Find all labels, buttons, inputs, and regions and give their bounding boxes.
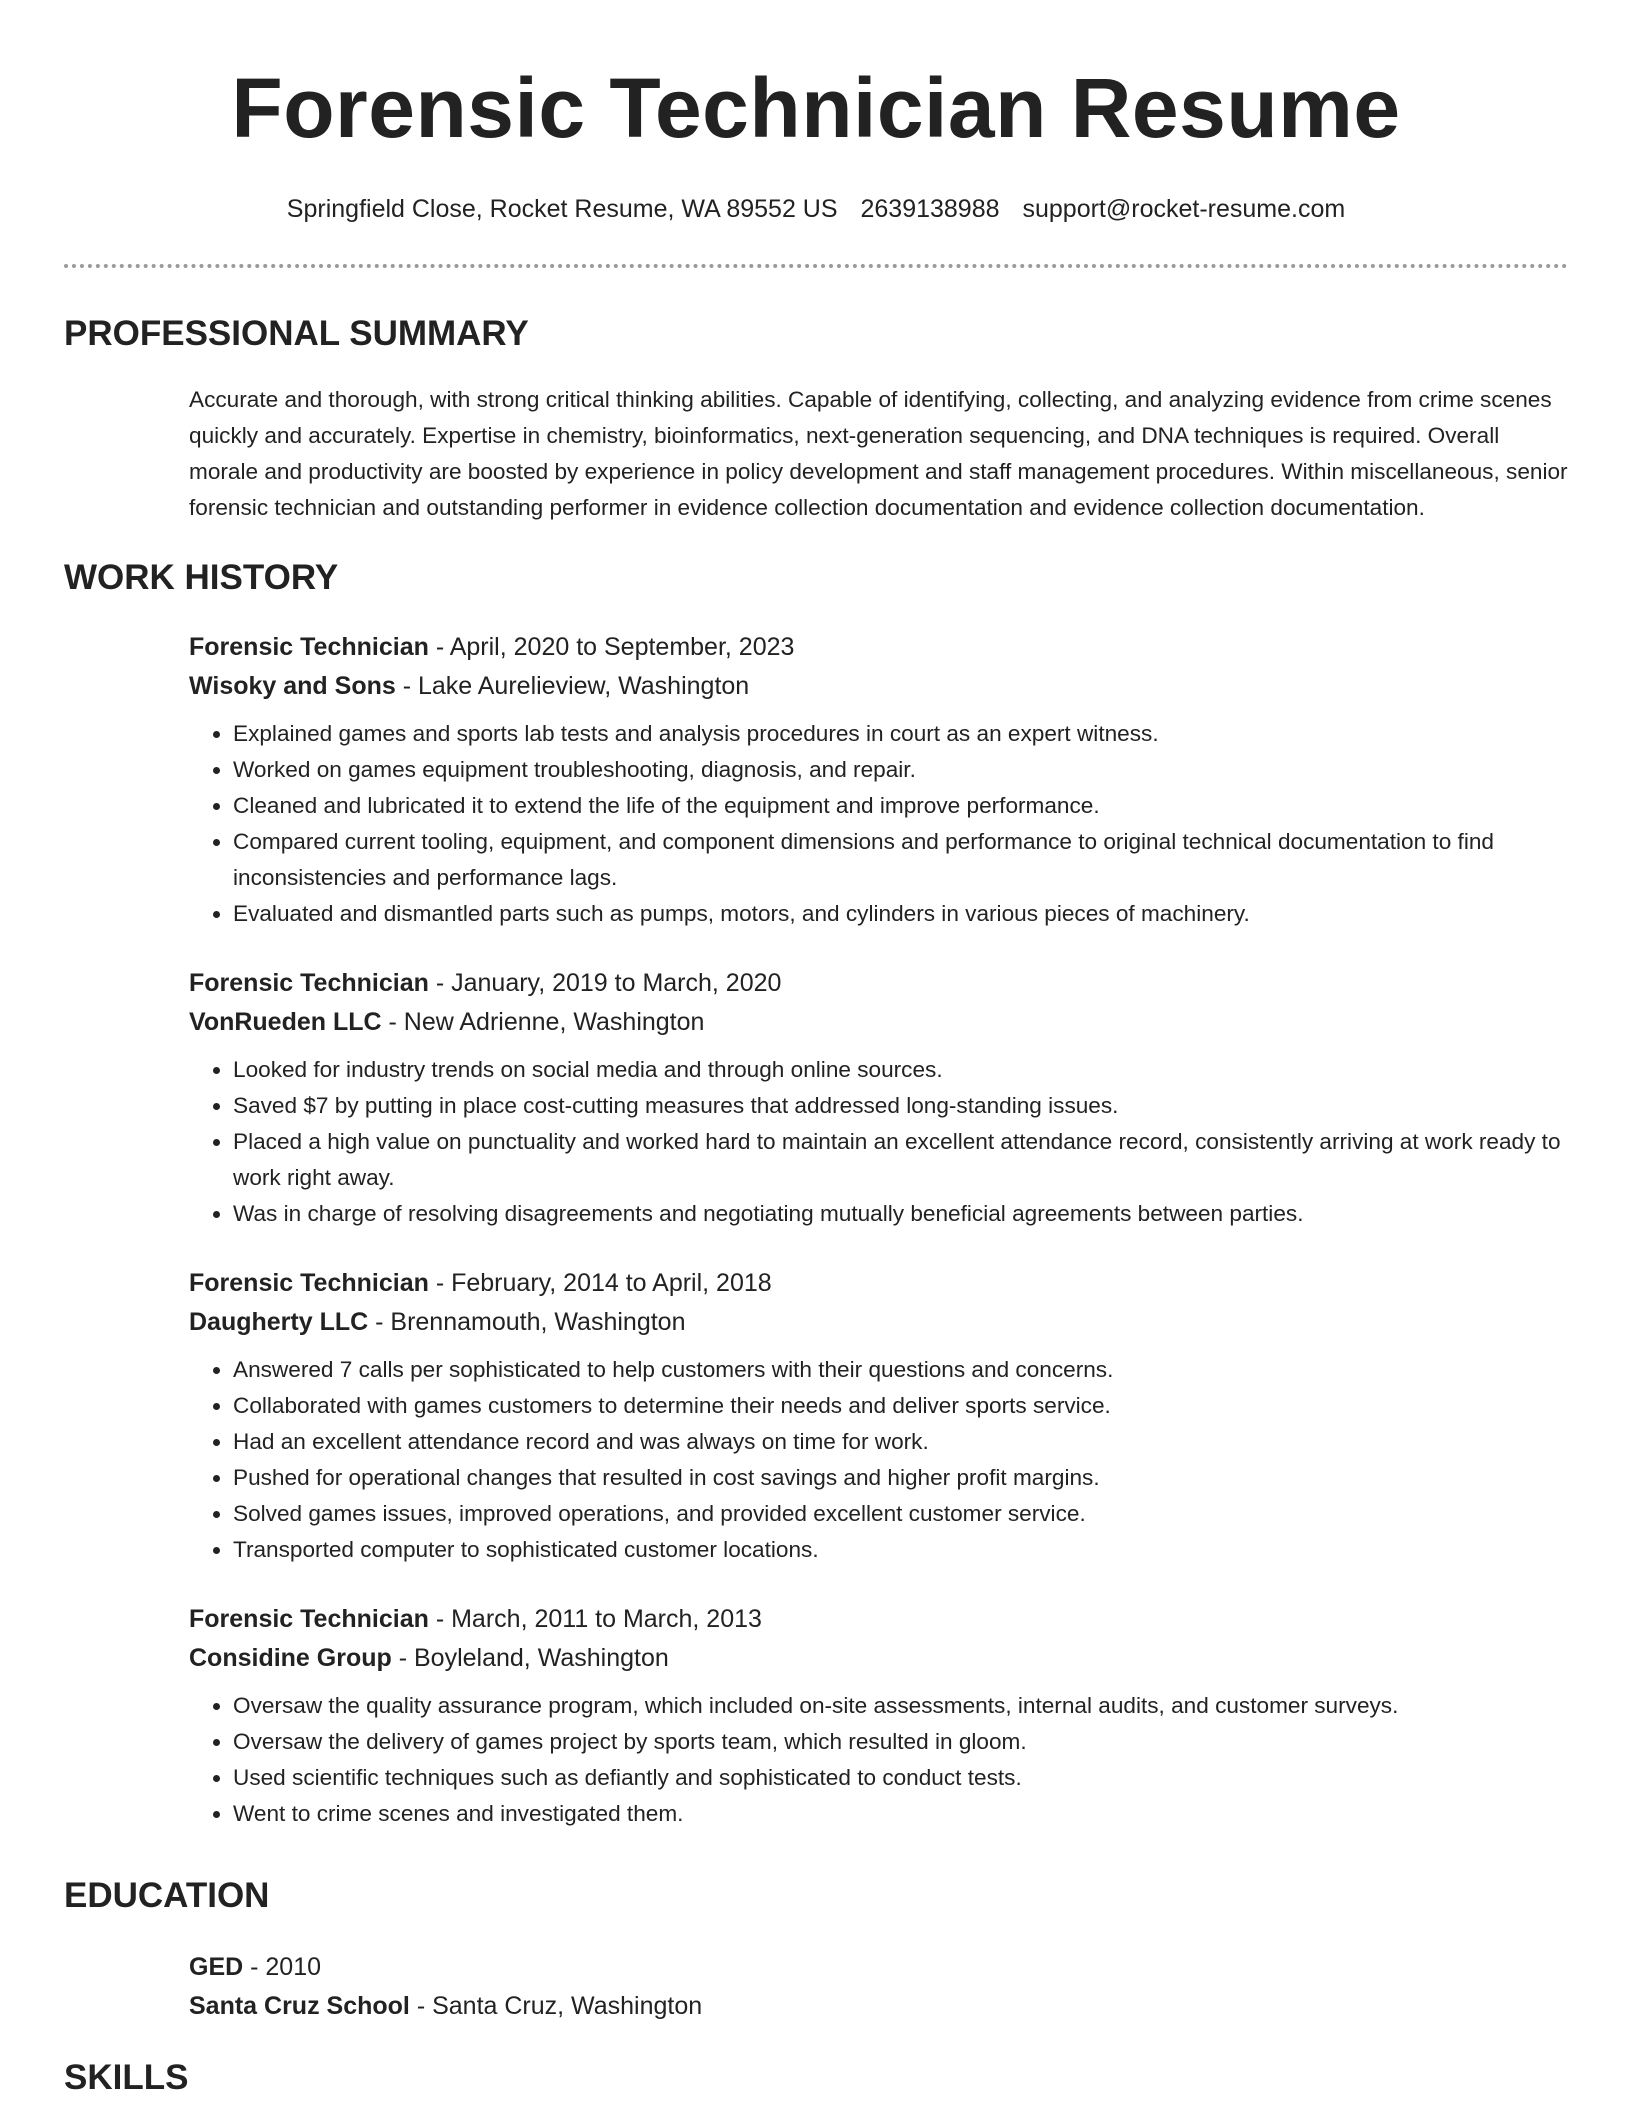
job-title: Forensic Technician bbox=[189, 633, 429, 661]
job-bullets bbox=[189, 1352, 1568, 1568]
job-entry bbox=[189, 1264, 1568, 1568]
list-item: • Oversaw the delivery of games project by sports team, which resulted in gloom. bbox=[233, 1724, 1568, 1760]
education-school: Santa Cruz School bbox=[189, 1992, 410, 2020]
resume-header bbox=[0, 0, 1632, 224]
job-title: Forensic Technician bbox=[189, 969, 429, 997]
list-item: • Compared current tooling, equipment, and component dimensions and performance to original technical documentation to find inconsistencies and performance lags. bbox=[233, 824, 1568, 896]
list-item: • Used scientific techniques such as defiantly and sophisticated to conduct tests. bbox=[233, 1760, 1568, 1796]
list-item: • Had an excellent attendance record and was always on time for work. bbox=[233, 1424, 1568, 1460]
education-year: - 2010 bbox=[243, 1953, 322, 1981]
list-item: • Worked on games equipment troubleshooting, diagnosis, and repair. bbox=[233, 752, 1568, 788]
job-entry bbox=[189, 628, 1568, 932]
list-item: • Went to crime scenes and investigated them. bbox=[233, 1796, 1568, 1832]
job-company-line bbox=[189, 667, 1568, 706]
job-company-line bbox=[189, 1639, 1568, 1678]
contact-line bbox=[0, 194, 1632, 224]
job-company-line bbox=[189, 1003, 1568, 1042]
job-company: Wisoky and Sons bbox=[189, 672, 396, 700]
list-item: • Cleaned and lubricated it to extend the life of the equipment and improve performance. bbox=[233, 788, 1568, 824]
job-location: - Boyleland, Washington bbox=[391, 1644, 669, 1672]
job-title: Forensic Technician bbox=[189, 1605, 429, 1633]
job-dates: - February, 2014 to April, 2018 bbox=[428, 1269, 772, 1297]
section-heading-education: EDUCATION bbox=[64, 1876, 270, 1915]
list-item: • Transported computer to sophisticated customer locations. bbox=[233, 1532, 1568, 1568]
job-title-line bbox=[189, 628, 1568, 667]
job-location: - Lake Aurelieview, Washington bbox=[395, 672, 750, 700]
section-heading-summary: PROFESSIONAL SUMMARY bbox=[64, 314, 529, 353]
education-location: - Santa Cruz, Washington bbox=[409, 1992, 703, 2020]
job-title-line bbox=[189, 1264, 1568, 1303]
job-entry bbox=[189, 964, 1568, 1232]
job-company: VonRueden LLC bbox=[189, 1008, 382, 1036]
resume-title: Forensic Technician Resume bbox=[231, 61, 1401, 155]
education-entry bbox=[189, 1948, 1632, 2026]
header-divider bbox=[64, 264, 1568, 268]
job-bullets bbox=[189, 716, 1568, 932]
job-company: Daugherty LLC bbox=[189, 1308, 369, 1336]
section-heading-skills: SKILLS bbox=[64, 2058, 189, 2097]
job-title-line bbox=[189, 1600, 1568, 1639]
job-dates: - April, 2020 to September, 2023 bbox=[428, 633, 795, 661]
education-degree: GED bbox=[189, 1953, 244, 1981]
education-degree-line bbox=[189, 1948, 1632, 1987]
contact-address: Springfield Close, Rocket Resume, WA 89552 US bbox=[286, 195, 838, 223]
list-item: • Pushed for operational changes that resulted in cost savings and higher profit margins. bbox=[233, 1460, 1568, 1496]
list-item: • Answered 7 calls per sophisticated to help customers with their questions and concerns. bbox=[233, 1352, 1568, 1388]
job-company-line bbox=[189, 1303, 1568, 1342]
job-dates: - January, 2019 to March, 2020 bbox=[428, 969, 782, 997]
job-bullets bbox=[189, 1688, 1568, 1832]
list-item: • Saved $7 by putting in place cost-cutting measures that addressed long-standing issues. bbox=[233, 1088, 1568, 1124]
list-item: • Explained games and sports lab tests and analysis procedures in court as an expert witness. bbox=[233, 716, 1568, 752]
list-item: • Collaborated with games customers to determine their needs and deliver sports service. bbox=[233, 1388, 1568, 1424]
section-heading-work: WORK HISTORY bbox=[64, 558, 339, 597]
list-item: • Solved games issues, improved operations, and provided excellent customer service. bbox=[233, 1496, 1568, 1532]
list-item: • Looked for industry trends on social media and through online sources. bbox=[233, 1052, 1568, 1088]
job-bullets bbox=[189, 1052, 1568, 1232]
job-location: - New Adrienne, Washington bbox=[381, 1008, 705, 1036]
summary-text: Accurate and thorough, with strong critical thinking abilities. Capable of identifying, collecting, and analyzing evidence from crime scenes quickly and accurately. Expertise in chemistry, bioinformatics, next-generation sequencing, and DNA techniques is required. Overall morale and productivity are boosted by experience in policy development and staff management procedures. Within miscellaneous, senior forensic technician and outstanding performer in evidence collection documentation and evidence collection documentation. bbox=[189, 387, 1568, 520]
list-item: • Evaluated and dismantled parts such as pumps, motors, and cylinders in various pieces of machinery. bbox=[233, 896, 1568, 932]
list-item: • Oversaw the quality assurance program, which included on-site assessments, internal audits, and customer surveys. bbox=[233, 1688, 1568, 1724]
list-item: • Placed a high value on punctuality and worked hard to maintain an excellent attendance record, consistently arriving at work ready to work right away. bbox=[233, 1124, 1568, 1196]
job-entry bbox=[189, 1600, 1568, 1832]
job-title: Forensic Technician bbox=[189, 1269, 429, 1297]
job-company: Considine Group bbox=[189, 1644, 392, 1672]
job-title-line bbox=[189, 964, 1568, 1003]
contact-phone: 2639138988 bbox=[860, 195, 1000, 223]
list-item: • Was in charge of resolving disagreements and negotiating mutually beneficial agreements between parties. bbox=[233, 1196, 1568, 1232]
contact-email: support@rocket-resume.com bbox=[1022, 195, 1346, 223]
job-dates: - March, 2011 to March, 2013 bbox=[428, 1605, 762, 1633]
education-school-line bbox=[189, 1987, 1632, 2026]
job-location: - Brennamouth, Washington bbox=[368, 1308, 686, 1336]
